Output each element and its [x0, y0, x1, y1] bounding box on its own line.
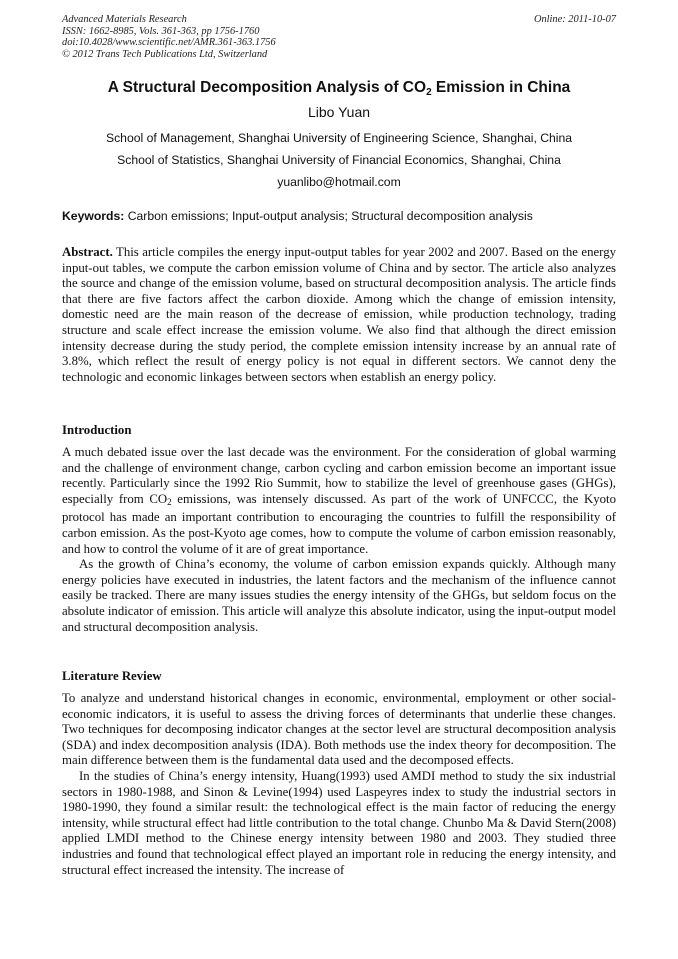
abstract-label: Abstract.	[62, 245, 113, 259]
doi-line: doi:10.4028/www.scientific.net/AMR.361-363.1756	[62, 37, 276, 49]
literature-paragraph-2: In the studies of China’s energy intensity, Huang(1993) used AMDI method to study the six industrial sectors in 1980-1988, and Sinon & Levine(1994) used Laspeyres index to study the industrial sectors in 1980-1990, they found a similar result: the technological effect is the main factor of reducing the energy intensity, while structural effect had little contribution to the total change. Chunbo Ma & David Stern(2008) applied LMDI method to the Chinese energy intensity between 1980 and 2003. They studied three industries and found that technological effect played an important role in reducing the energy intensity, and structural effect increased the intensity. The increase of	[62, 768, 616, 877]
abstract-text: This article compiles the energy input-output tables for year 2002 and 2007. Based on the energy input-out tables, we compute the carbon emission volume of China and by sector. The article also analyzes the source and change of the emission volume, based on structural decomposition analysis. The article finds that there are five factors affect the carbon dioxide. Among which the change of emission intensity, domestic need are the main reason of the decrease of emission, while production technology, trading structure and scale effect increase the emission volume. We also find that although the direct emission intensity decrease during the study period, the complete emission intensity increase by an annual rate of 3.8%, which reflect the result of energy policy is not equal in different sectors. We cannot deny the technologic and economic linkages between sectors when establish an energy policy.	[62, 245, 616, 384]
introduction-body	[62, 445, 616, 635]
issn-line: ISSN: 1662-8985, Vols. 361-363, pp 1756-1760	[62, 25, 260, 37]
title-post: Emission in China	[431, 79, 571, 96]
literature-paragraph-1: To analyze and understand historical changes in economic, environmental, employment or other social-economic indicators, it is useful to assess the driving forces of determinants that underlie these changes. Two techniques for decomposing indicator changes at the sector level are structural decomposition analysis (SDA) and index decomposition analysis (IDA). Both methods use the index theory for decomposition. The main difference between them is the fundamental data used and the decomposed effects.	[62, 691, 616, 768]
affiliation-2: School of Statistics, Shanghai University of Financial Economics, Shanghai, China	[117, 153, 561, 167]
author-email: yuanlibo@hotmail.com	[277, 175, 401, 189]
literature-body	[62, 691, 616, 878]
author-name: Libo Yuan	[307, 104, 371, 120]
online-date: Online: 2011-10-07	[533, 14, 616, 25]
intro-p1-subscript: 2	[167, 496, 172, 507]
introduction-paragraph-2: As the growth of China’s economy, the volume of carbon emission expands quickly. Although many energy policies have executed in industries, the latent factors and the mechanism of the influence cannot easily be tracked. There are many issues studies the energy intensity of the GHGs, but seldom focus on the absolute indicator of emission. This article will analyze this absolute indicator, using the input-output model and structural decomposition analysis.	[62, 557, 616, 634]
keywords	[62, 209, 616, 223]
keywords-text: Carbon emissions; Input-output analysis; Structural decomposition analysis	[124, 209, 533, 223]
title-subscript: 2	[426, 87, 432, 98]
title-pre: A Structural Decomposition Analysis of CO	[107, 79, 427, 96]
keywords-label: Keywords:	[62, 209, 125, 223]
copyright-line: © 2012 Trans Tech Publications Ltd, Switzerland	[62, 48, 268, 60]
abstract	[62, 245, 616, 385]
journal-name: Advanced Materials Research	[62, 14, 187, 25]
introduction-heading: Introduction	[62, 423, 132, 437]
affiliation-1: School of Management, Shanghai University of Engineering Science, Shanghai, China	[105, 131, 573, 145]
journal-header	[62, 14, 616, 60]
literature-heading: Literature Review	[62, 669, 162, 683]
introduction-paragraph-1	[62, 445, 616, 557]
intro-p1-post: emissions, was intensely discussed. As part of the work of UNFCCC, the Kyoto protocol has made an important contribution to encouraging the countries to fulfill the responsibility of carbon emission. As the post-Kyoto age comes, how to compute the volume of carbon emission reasonably, and how to control the volume of it are of great importance.	[62, 491, 616, 556]
paper-title	[0, 79, 678, 98]
intro-p1-pre: A much debated issue over the last decade was the environment. For the consideration of global warming and the challenge of environment change, carbon cycling and carbon emission become an important issue recently. Particularly since the 1992 Rio Summit, how to stabilize the level of greenhouse gases (GHGs), especially from CO	[62, 445, 616, 506]
